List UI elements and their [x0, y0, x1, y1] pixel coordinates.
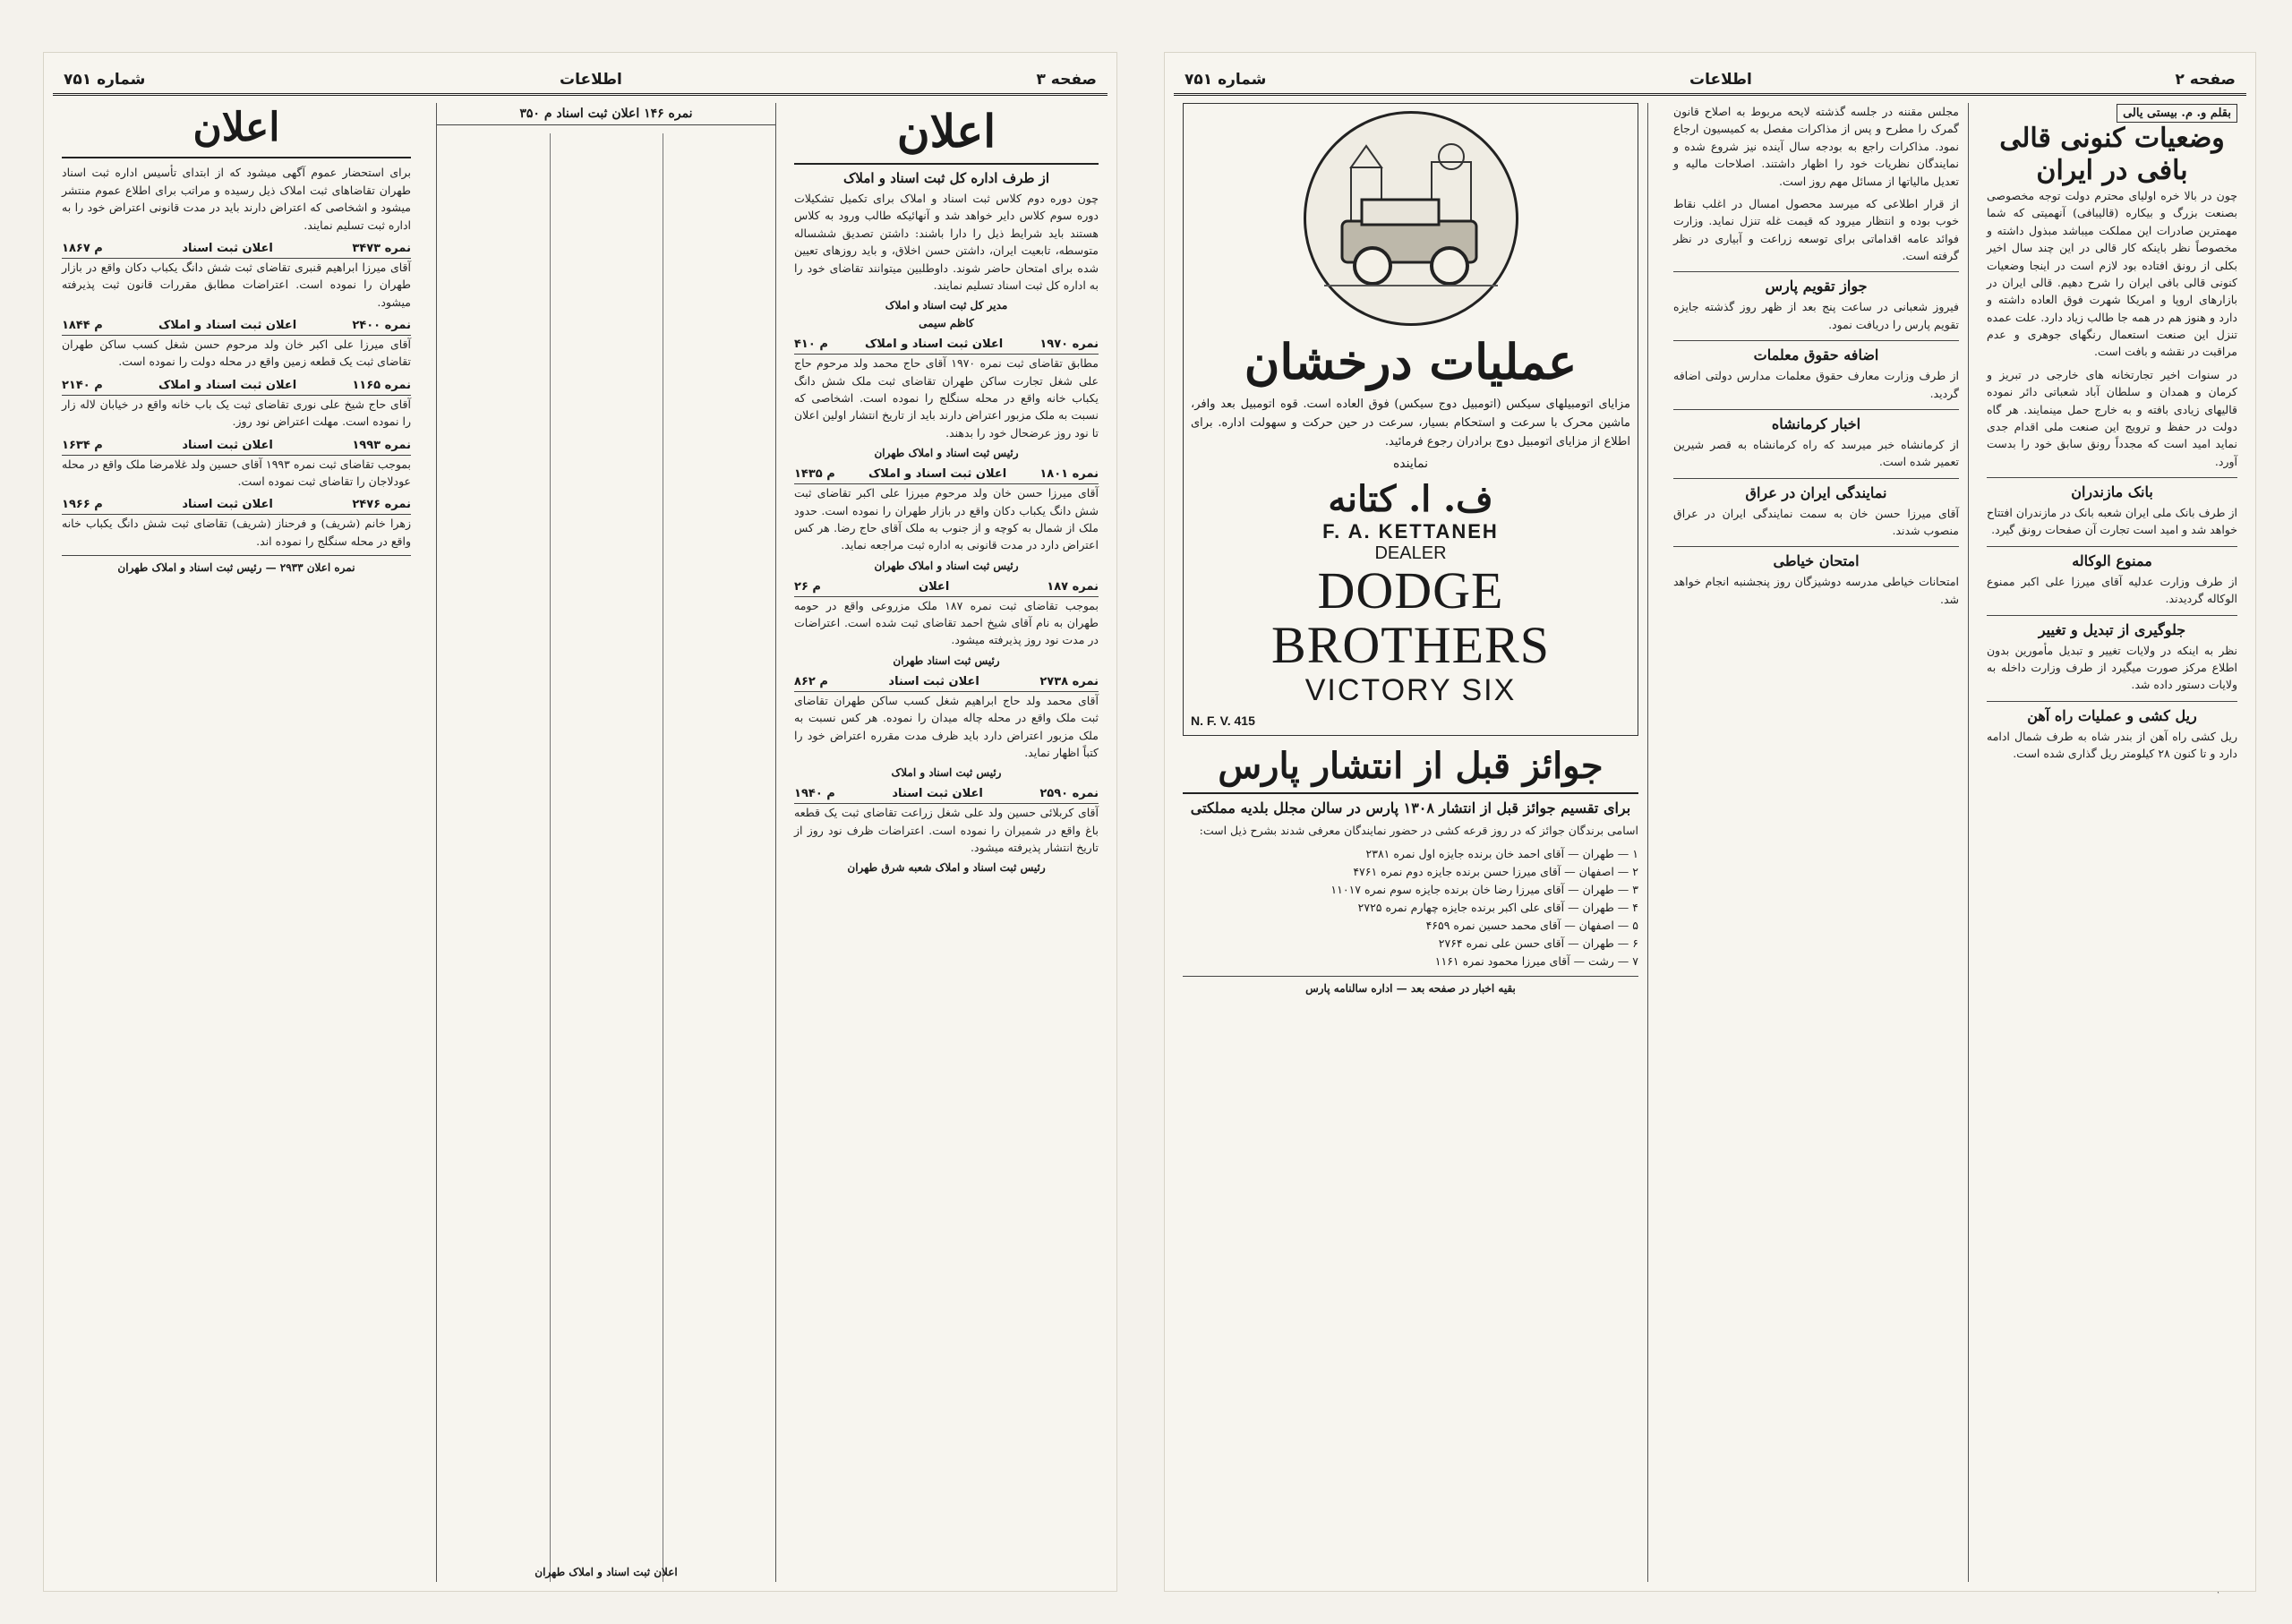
ad-agent-persian: ف. ا. کتانه — [1328, 478, 1493, 521]
registration-notice: نمره ۱۸۷ اعلان م ۲۶ بموجب تقاضای ثبت نمره ۱۸۷ ملک مزروعی واقع در حومه طهران به نام آقای شیخ احمد تقاضای ثبت شده است. اعتراضات در مدت نود روز پذیرفته میشود. رئیس ثبت اسناد طهران — [794, 577, 1099, 667]
registration-notice-body: مطابق تقاضای ثبت نمره ۱۹۷۰ آقای حاج محمد ولد مرحوم حاج علی شغل تجارت ساکن طهران تقاضای ثبت ملک شش دانگ یکباب خانه واقع در محله سنگلج را نموده است. اشخاصی که نسبت به ملک مزبور اعتراض دارند باید از تاریخ انتشار اولین اعلان تا نود روز عرضحال خود را بدهند. — [794, 356, 1099, 440]
notice-title: اعلان — [794, 103, 1099, 165]
registration-notice-body: آقای محمد ولد حاج ابراهیم شغل کسب ساکن طهران تقاضای ثبت ملک واقع در محله چاله میدان را نموده. هر کس نسبت به ملک مزبور اعتراض دارد باید ظرف مدت مقرره اعتراض خود را کتباً اظهار نماید. — [794, 693, 1099, 759]
prizes-intro: اسامی برندگان جوائز که در روز قرعه کشی در حضور نمایندگان معرفی شدند بشرح ذیل است: — [1199, 824, 1638, 838]
prizes-section — [1183, 745, 1638, 994]
secondary-notice-title: اعلان — [62, 103, 411, 158]
ad-brand-name: DODGE BROTHERS — [1271, 561, 1550, 675]
dodge-advertisement — [1183, 103, 1638, 736]
news-body: مجلس مقننه در جلسه گذشته لایحه مربوط به اصلاح قانون گمرک را مطرح و پس از مذاکرات مفصل به کمیسیون ارجاع نمود. مذاکرات راجع به بودجه سال آینده نیز شروع شده و نمایندگان نظریات خود را اظهار داشتند. اصلاحات مالیه و تعدیل مالیاتها از مسائل مهم روز است. — [1673, 105, 1959, 188]
ad-headline: عملیات درخشان — [1244, 333, 1578, 390]
prizes-title: جوائز قبل از انتشار پارس — [1183, 745, 1638, 794]
ad-body: مزایای اتومبیلهای سیکس (اتومبیل دوج سیکس) فوق العاده است. قوه اتومبیل بعد وافر، ماشین محرک با سرعت و استحکام بسیار، سرعت در حین حرکت و سهولت اداره. برای اطلاع از مزایای اتومبیل دوج برادران رجوع فرمائید. — [1191, 397, 1630, 449]
advertisement-column — [1174, 103, 1648, 1582]
news-headline: امتحان خیاطی — [1673, 546, 1959, 569]
article-body: چون در بالا خره اولیای محترم دولت توجه مخصوصی بصنعت بزرگ و بیکاره (قالیبافی) آنهمیتی که شما مهمترین صادرات این مملکت میباشد مبذول داشته و مخصوصاً نظر باینکه کار قالی در این چند سال اخیر بکلی از رونق افتاده بود لازم است در اینجا وضعیات کنونی قالی بافی ایران را شرح دهیم. قالی ایران در بازارهای اروپا و امریکا شهرت فوق العاده داشته و دارد و هنوز هم در همه جا طالب زیاد دارد. علت عمده تنزل این صنعت استعمال رنگهای جوهری و عدم مراقبت در نقشه و بافت است. — [1987, 189, 2237, 359]
winner-entry: ۲ — اصفهان — آقای میرزا حسن برنده جایزه دوم نمره ۴۷۶۱ — [1353, 864, 1638, 878]
rotated-column-header: نمره ۱۴۶ اعلان ثبت اسناد م ۳۵۰ — [437, 103, 775, 125]
registration-notice: نمره ۲۴۰۰ اعلان ثبت اسناد و املاک م ۱۸۴۴ آقای میرزا علی اکبر خان ولد مرحوم حسن شغل کسب ساکن طهران تقاضای ثبت یک قطعه زمین واقع در محله دولت را نموده است. — [62, 316, 411, 371]
news-body: از طرف وزارت عدلیه آقای میرزا علی اکبر ممنوع الوکاله گردیدند. — [1987, 574, 2237, 606]
notice-body: چون دوره دوم کلاس ثبت اسناد و املاک برای تکمیل تشکیلات دوره سوم کلاس دایر خواهد شد و آنهائیکه طالب ورود به کلاس هستند باید شرایط ذیل را دارا باشند: داشتن تصدیق ششساله متوسطه، تابعیت ایران، داشتن حسن اخلاق، و باید روزهای تعیین شده برای امتحان حاضر شوند. داوطلبین میتوانند تقاضای خود را به اداره کل ثبت اسناد تسلیم نمایند. — [794, 192, 1099, 292]
winners-list — [1183, 845, 1638, 970]
winner-entry: ۱ — طهران — آقای احمد خان برنده جایزه اول نمره ۲۳۸۱ — [1365, 846, 1638, 860]
secondary-signature: نمره اعلان ۲۹۳۳ — رئیس ثبت اسناد و املاک طهران — [117, 561, 355, 575]
left-newspaper-page — [43, 52, 1117, 1592]
registration-notice: نمره ۱۹۷۰ اعلان ثبت اسناد و املاک م ۴۱۰ مطابق تقاضای ثبت نمره ۱۹۷۰ آقای حاج محمد ولد مرحوم حاج علی شغل تجارت ساکن طهران تقاضای ثبت ملک شش دانگ یکباب خانه واقع در محله سنگلج را نموده است. اشخاصی که نسبت به ملک مزبور اعتراض دارند باید از تاریخ انتشار اولین اعلان تا نود روز عرضحال خود را بدهند. رئیس ثبت اسناد و املاک طهران — [794, 335, 1099, 459]
registration-notice-body: آقای کربلائی حسین ولد علی شغل زراعت تقاضای ثبت یک قطعه باغ واقع در شمیران را نموده است. اعتراضات ظرف نود روز از تاریخ انتشار پذیرفته میشود. — [794, 806, 1099, 854]
notice-signature: مدیر کل ثبت اسناد و املاک — [885, 299, 1008, 312]
registration-notice: نمره ۱۱۶۵ اعلان ثبت اسناد و املاک م ۲۱۴۰ آقای حاج شیخ علی نوری تقاضای ثبت یک باب خانه واقع در خیابان لاله زار را نموده است. مهلت اعتراض نود روز. — [62, 376, 411, 431]
news-headline: بانک مازندران — [1987, 477, 2237, 500]
registration-notice: نمره ۱۹۹۳ اعلان ثبت اسناد م ۱۶۳۴ بموجب تقاضای ثبت نمره ۱۹۹۳ آقای حسین ولد غلامرضا ملک واقع در محله عودلاجان را تقاضای ثبت نموده است. — [62, 436, 411, 491]
ad-model-name: VICTORY SIX — [1304, 673, 1517, 708]
winner-entry: ۵ — اصفهان — آقای محمد حسین نمره ۴۶۵۹ — [1425, 918, 1638, 932]
ad-agent-label: نماینده — [1392, 457, 1429, 472]
winner-entry: ۳ — طهران — آقای میرزا رضا خان برنده جایزه سوم نمره ۱۱۰۱۷ — [1330, 882, 1638, 896]
news-body: از طرف بانک ملی ایران شعبه بانک در مازندران افتتاح خواهد شد و امید است تجارت آن صفحات رونق گیرد. — [1987, 506, 2237, 537]
registration-notice: نمره ۲۴۷۶ اعلان ثبت اسناد م ۱۹۶۶ زهرا خانم (شریف) و فرحناز (شریف) تقاضای ثبت شش دانگ یکباب خانه واقع در محله سنگلج را نموده اند. — [62, 495, 411, 550]
ad-code: N. F. V. 415 — [1191, 714, 1255, 729]
issue-number: شماره ۷۵۱ — [64, 70, 146, 89]
article-body-continued: در سنوات اخیر تجارتخانه های خارجی در تبریز و کرمان و همدان و سلطان آباد شعباتی دائر نموده قالیهای زیادی بافته و به خارج حمل مینمایند. هر گاه دولت در حفظ و ترویج این صنعت ملی اقدام جدی نماید امید است که مجدداً رونق سابق خود را بدست آورد. — [1987, 367, 2237, 468]
news-body: ریل کشی راه آهن از بندر شاه به طرف شمال ادامه دارد و تا کنون ۲۸ کیلومتر ریل گذاری شده است. — [1987, 729, 2237, 760]
news-headline: جلوگیری از تبدیل و تغییر — [1987, 615, 2237, 638]
prizes-subtitle: برای تقسیم جوائز قبل از انتشار ۱۳۰۸ پارس در سالن مجلل بلدیه مملکتی — [1190, 799, 1631, 817]
page-number: صفحه ۳ — [1036, 70, 1097, 89]
winner-entry: ۴ — طهران — آقای علی اکبر برنده جایزه چهارم نمره ۲۷۲۵ — [1357, 900, 1638, 914]
ad-dealer-label: DEALER — [1374, 543, 1447, 564]
registration-notice: نمره ۱۸۰۱ اعلان ثبت اسناد و املاک م ۱۴۳۵ آقای میرزا حسن خان ولد مرحوم میرزا علی اکبر تقاضای ثبت شش دانگ یکباب دکان واقع در بازار طهران را نموده است. حدود ملک از شمال به کوچه و از جنوب به ملک آقای حاج رضا. هر کس اعتراض دارد در مدت قانونی به اداره ثبت مراجعه نماید. رئیس ثبت اسناد و املاک طهران — [794, 465, 1099, 572]
registration-notice: نمره ۲۷۳۸ اعلان ثبت اسناد م ۸۶۲ آقای محمد ولد حاج ابراهیم شغل کسب ساکن طهران تقاضای ثبت ملک واقع در محله چاله میدان را نموده. هر کس نسبت به ملک مزبور اعتراض دارد باید ظرف مدت مقرره اعتراض خود را کتباً اظهار نماید. رئیس ثبت اسناد و املاک — [794, 672, 1099, 780]
newspaper-name: اطلاعات — [560, 70, 622, 89]
notice-office: از طرف اداره کل ثبت اسناد و املاک — [842, 170, 1050, 186]
news-headline: اضافه حقوق معلمات — [1673, 340, 1959, 363]
article-title: وضعیات کنونی قالی بافی در ایران — [1999, 123, 2225, 186]
registration-notice: نمره ۲۵۹۰ اعلان ثبت اسناد م ۱۹۴۰ آقای کربلائی حسین ولد علی شغل زراعت تقاضای ثبت یک قطعه باغ واقع در شمیران را نموده است. اعتراضات ظرف نود روز از تاریخ انتشار پذیرفته میشود. رئیس ثبت اسناد و املاک شعبه شرق طهران — [794, 784, 1099, 874]
registration-notice-body: آقای میرزا حسن خان ولد مرحوم میرزا علی اکبر تقاضای ثبت شش دانگ یکباب دکان واقع در بازار طهران را نموده است. حدود ملک از شمال به کوچه و از جنوب به ملک آقای حاج رضا. هر کس اعتراض دارد در مدت قانونی به اداره ثبت مراجعه نماید. — [794, 486, 1099, 552]
ad-agent-latin: F. A. KETTANEH — [1322, 520, 1499, 543]
news-headline: ممنوع الوکاله — [1987, 546, 2237, 569]
secondary-notice-intro: برای استحضار عموم آگهی میشود که از ابتدای تأسیس اداره ثبت اسناد طهران تقاضاهای ثبت املاک ذیل رسیده و مراتب برای اطلاع عموم منتشر میشود و اشخاصی که اعتراض دارند باید در مدت قانونی اعتراض خود را به اداره ثبت تسلیم نمایند. — [62, 166, 411, 232]
middle-news-column: مجلس مقننه در جلسه گذشته لایحه مربوط به اصلاح قانون گمرک را مطرح و پس از مذاکرات مفصل به کمیسیون ارجاع نمود. مذاکرات راجع به بودجه سال آینده نیز شروع شده و نمایندگان نظریات خود را اظهار داشتند. اصلاحات مالیه و تعدیل مالیاتها از مسائل مهم روز است. از قرار اطلاعی که میرسد محصول امسال در اغلب نقاط خوب بوده و انتظار میرود که قیمت غله تنزل نماید. وزارت فوائد عامه اقداماتی برای توسعه زراعت و آبیاری در نظر گرفته است. جواز تقویم پارس فیروز شعبانی در ساعت پنج بعد از ظهر روز گذشته جایزه تقویم پارس را دریافت نمود. اضافه حقوق معلمات از طرف وزارت معارف حقوق معلمات مدارس دولتی اضافه گردید. اخبار کرمانشاه از کرمانشاه خبر میرسد که راه کرمانشاه به قصر شیرین تعمیر شده است. نمایندگی ایران در عراق آقای میرزا حسن خان به سمت نمایندگی ایران در عراق منصوب شدند. امتحان خیاطی امتحانات خیاطی مدرسه دوشیزگان روز پنجشنبه انجام خواهد شد. — [1664, 103, 1969, 1582]
page-header — [1174, 65, 2246, 96]
winner-entry: ۷ — رشت — آقای میرزا محمود نمره ۱۱۶۱ — [1434, 953, 1638, 968]
issue-number: شماره ۷۵۱ — [1184, 70, 1267, 89]
prizes-footer: بقیه اخبار در صفحه بعد — اداره سالنامه پارس — [1305, 981, 1516, 995]
car-illustration — [1304, 111, 1518, 326]
carpet-article-column — [1978, 103, 2246, 1582]
news-headline: اخبار کرمانشاه — [1673, 409, 1959, 432]
page-header — [53, 65, 1108, 96]
rotated-notices-column — [436, 103, 776, 1582]
news-body: نظر به اینکه در ولایات تغییر و تبدیل مأمورین بدون اطلاع مرکز صورت میگیرد از طرف وزارت داخله به ولایات دستور داده شد. — [1987, 643, 2237, 692]
page-number: صفحه ۲ — [2175, 70, 2236, 89]
rotated-column-footer: اعلان ثبت اسناد و املاک طهران — [535, 1566, 678, 1578]
right-newspaper-page — [1164, 52, 2256, 1592]
notice-signature-name: کاظم سیمی — [919, 317, 974, 330]
news-headline: جواز تقویم پارس — [1673, 271, 1959, 295]
news-headline: نمایندگی ایران در عراق — [1673, 478, 1959, 501]
registration-notice: نمره ۳۴۷۳ اعلان ثبت اسناد م ۱۸۶۷ آقای میرزا ابراهیم قنبری تقاضای ثبت شش دانگ یکباب دکان واقع در بازار طهران را نموده است. اعتراضات مطابق مقررات قانون ثبت پذیرفته میشود. — [62, 239, 411, 311]
article-byline: بقلم و. م. بیستی یالی — [2117, 104, 2237, 123]
news-headline: ریل کشی و عملیات راه آهن — [1987, 701, 2237, 724]
news-body: از قرار اطلاعی که میرسد محصول امسال در اغلب نقاط خوب بوده و انتظار میرود که قیمت غله تنزل نماید. وزارت فوائد عامه اقداماتی برای توسعه زراعت و آبیاری در نظر گرفته است. — [1673, 196, 1959, 262]
winner-entry: ۶ — طهران — آقای حسن علی نمره ۲۷۶۴ — [1438, 936, 1638, 950]
newspaper-name: اطلاعات — [1689, 70, 1752, 89]
registration-notice-body: بموجب تقاضای ثبت نمره ۱۸۷ ملک مزروعی واقع در حومه طهران به نام آقای شیخ احمد تقاضای ثبت شده است. اعتراضات در مدت نود روز پذیرفته میشود. — [794, 598, 1099, 647]
notice-column-secondary — [53, 103, 420, 1582]
